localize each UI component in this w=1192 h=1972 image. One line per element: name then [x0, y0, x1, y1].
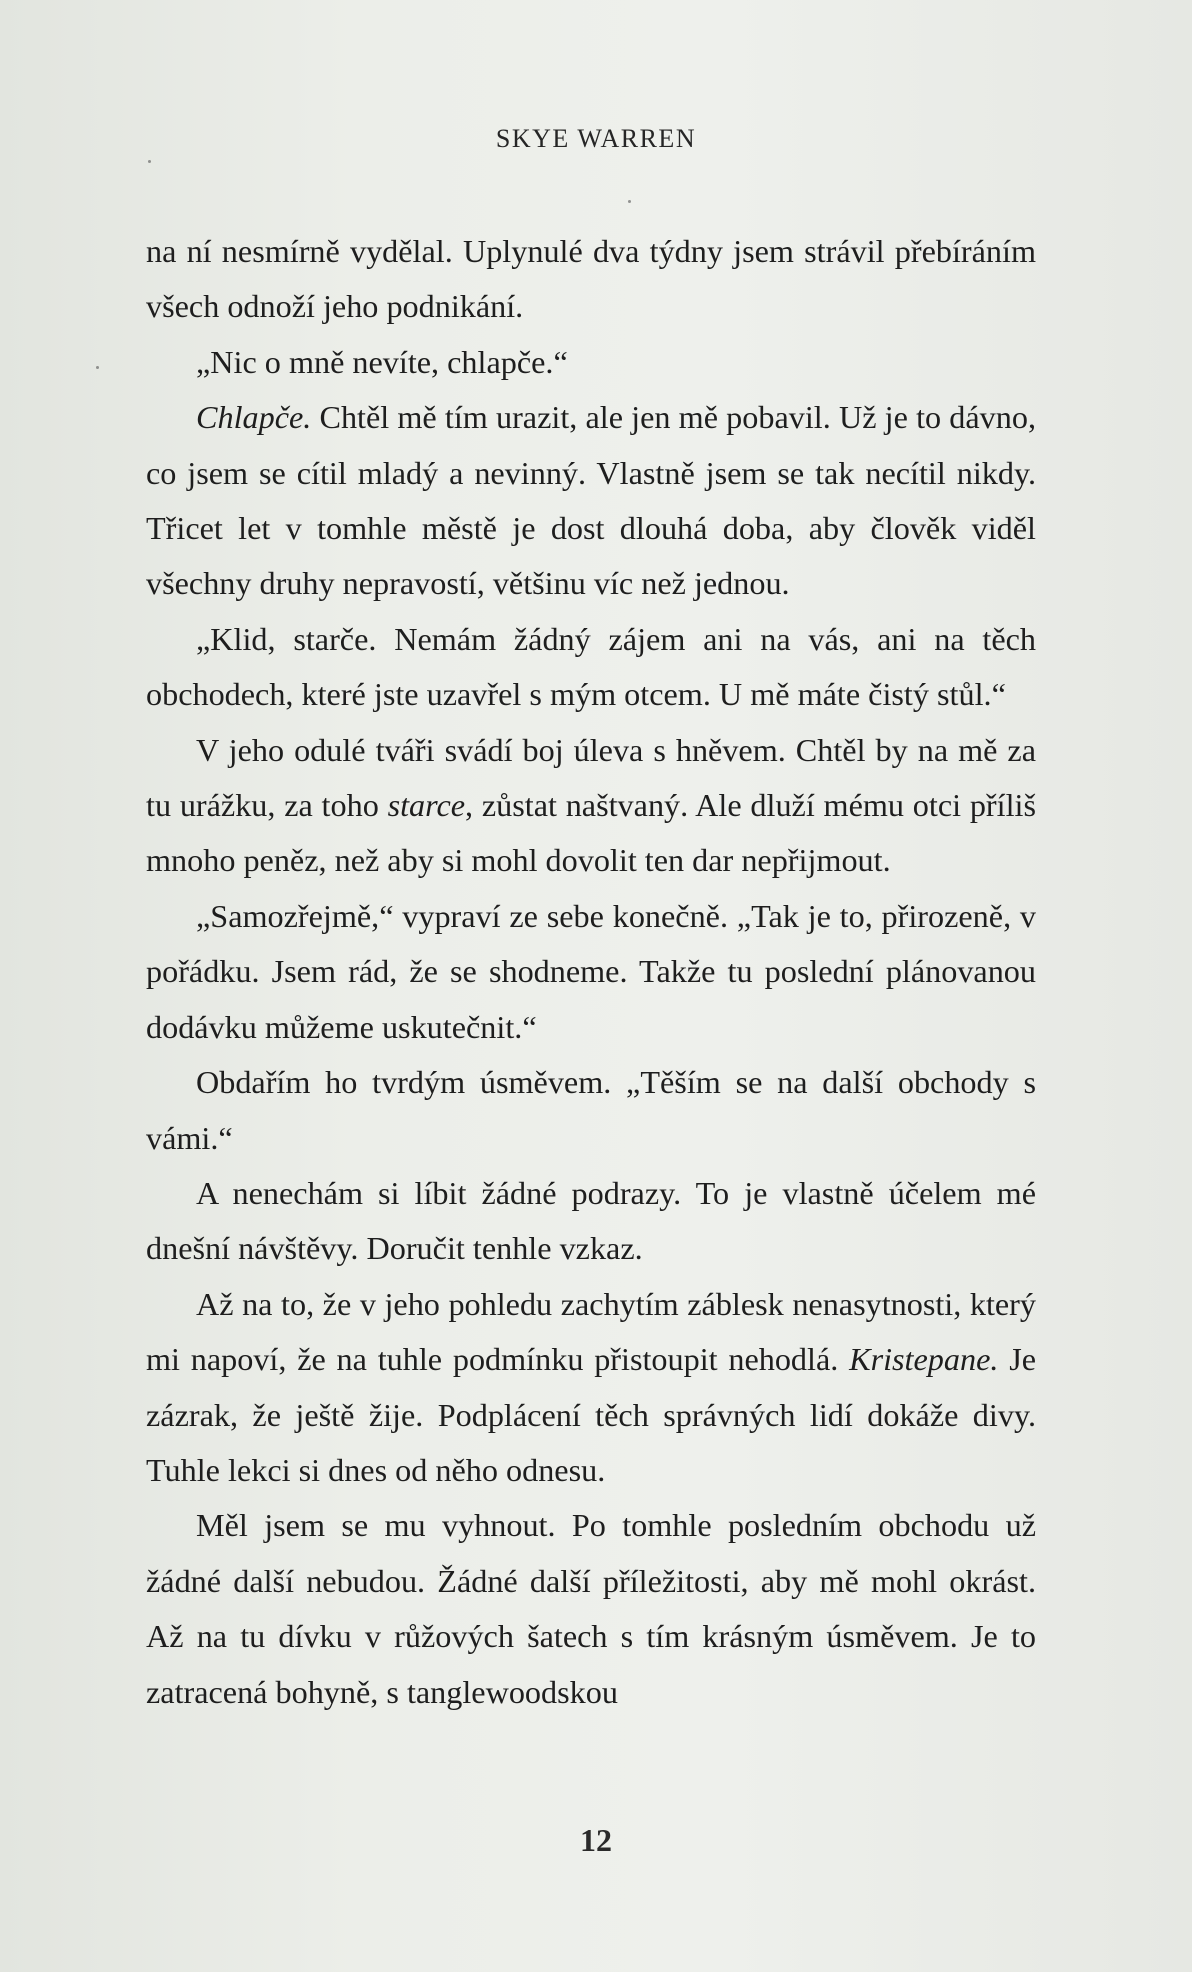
paper-speck: [96, 366, 99, 369]
page-number: 12: [580, 1822, 612, 1858]
running-head: SKYE WARREN: [495, 124, 697, 153]
paper-speck: [148, 160, 151, 163]
paragraph: [146, 1498, 1036, 1720]
paragraph: [146, 1166, 1036, 1277]
italic-text-segment: starce: [387, 787, 466, 824]
paragraph: [146, 335, 1036, 390]
text-segment: V jeho odulé tváři svádí boj úleva s hněvem. Chtěl by na mě za tu urážku, za toho: [146, 731, 1036, 824]
paragraph: [146, 1055, 1036, 1166]
italic-text-segment: Kristepane.: [849, 1341, 999, 1378]
text-segment: na ní nesmírně vydělal. Uplynulé dva týdny jsem strávil přebíráním všech odnoží jeho podnikání.: [146, 233, 1036, 325]
paragraph: [146, 612, 1036, 723]
text-segment: „Samozřejmě,“ vypraví ze sebe konečně. „Tak je to, přirozeně, v pořádku. Jsem rád, že se shodneme. Takže tu poslední plánovanou dodávku můžeme uskutečnit.“: [146, 897, 1036, 1045]
italic-text-segment: Chlapče.: [196, 399, 312, 436]
text-segment: A nenechám si líbit žádné podrazy. To je vlastně účelem mé dnešní návštěvy. Doručit tenhle vzkaz.: [146, 1174, 1036, 1267]
paragraph: [146, 1277, 1036, 1499]
text-segment: Chtěl mě tím urazit, ale jen mě pobavil. Už je to dávno, co jsem se cítil mladý a nevinný. Vlastně jsem se tak necítil nikdy. Třicet let v tomhle městě je dost dlouhá doba, aby člověk viděl všechny druhy nepravostí, většinu víc než jednou.: [146, 399, 1036, 602]
paragraph: [146, 889, 1036, 1055]
text-segment: „Nic o mně nevíte, chlapče.“: [196, 343, 568, 380]
paragraph: [146, 723, 1036, 889]
text-segment: Měl jsem se mu vyhnout. Po tomhle posledním obchodu už žádné další nebudou. Žádné další příležitosti, aby mě mohl okrást. Až na tu dívku v růžových šatech s tím krásným úsměvem. Je to zatracená bohyně, s tanglewoodskou: [146, 1507, 1036, 1710]
paragraph: [146, 224, 1036, 335]
text-segment: „Klid, starče. Nemám žádný zájem ani na vás, ani na těch obchodech, které jste uzavřel s mým otcem. U mě máte čistý stůl.“: [146, 620, 1036, 713]
paper-speck: [628, 200, 631, 203]
text-segment: , zůstat naštvaný. Ale dluží mému otci příliš mnoho peněz, než aby si mohl dovolit ten dar nepřijmout.: [146, 787, 1037, 879]
text-segment: Obdařím ho tvrdým úsměvem. „Těším se na další obchody s vámi.“: [146, 1064, 1036, 1156]
text-segment: Je zázrak, že ještě žije. Podplácení těch správných lidí dokáže divy. Tuhle lekci si dnes od něho odnesu.: [146, 1341, 1037, 1488]
text-segment: Až na to, že v jeho pohledu zachytím záblesk nenasytnosti, který mi napoví, že na tuhle podmínku přistoupit nehodlá.: [146, 1285, 1036, 1378]
body-text: [146, 224, 1036, 1720]
paragraph: [146, 390, 1036, 612]
